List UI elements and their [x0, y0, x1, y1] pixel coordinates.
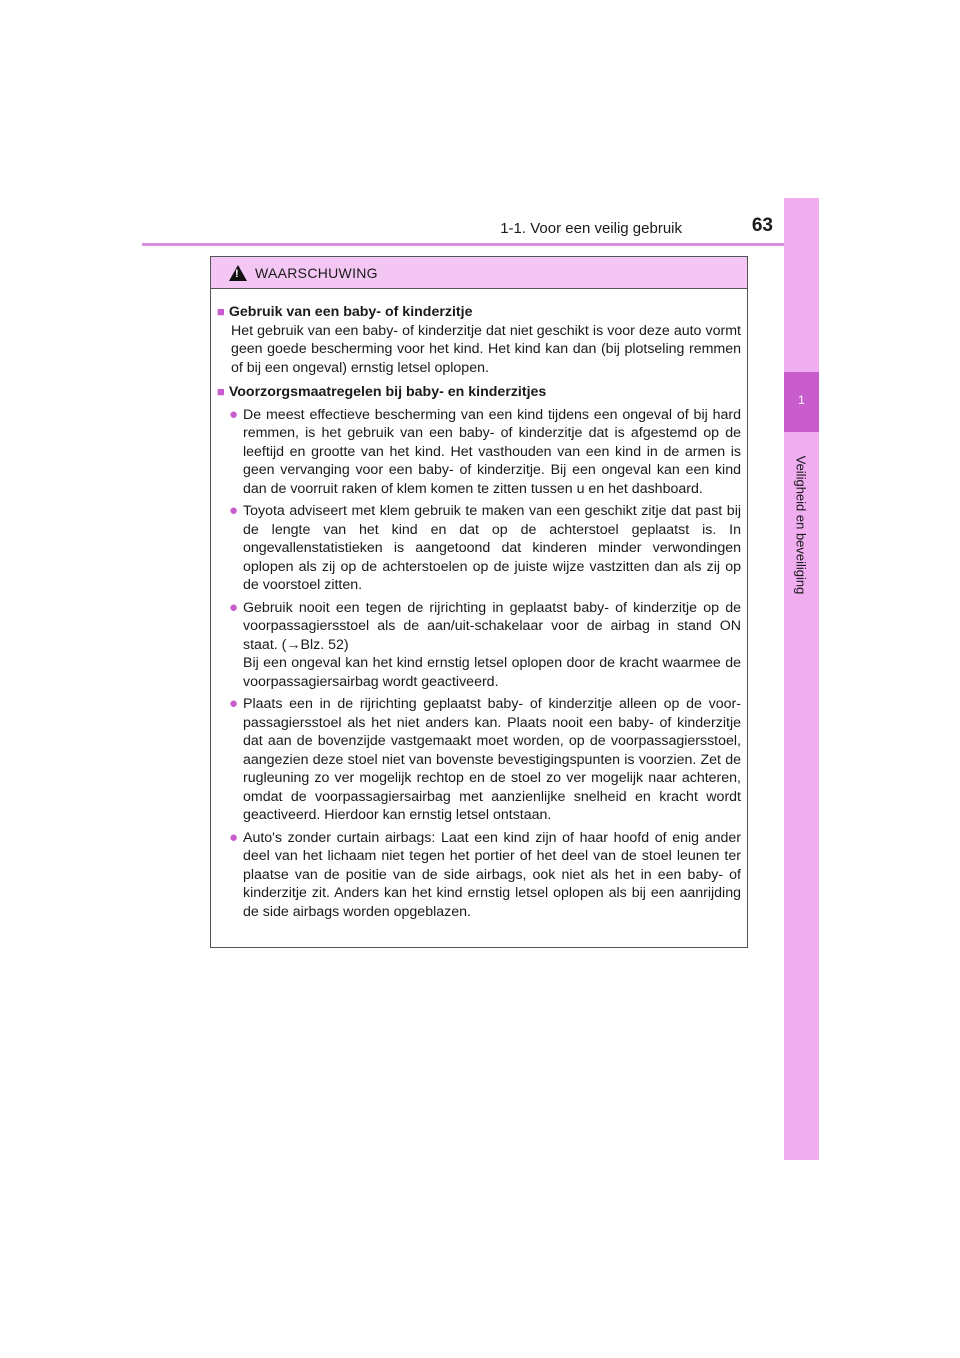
square-bullet-icon: ■ [217, 304, 225, 319]
list-item [217, 829, 741, 922]
circle-bullet-icon: ● [229, 598, 239, 616]
list-item-text [243, 599, 741, 692]
section-text: Het gebruik van een baby- of kinderzitje dat niet geschikt is voor deze auto vormt geen goede bescherming voor het kind. Het kind kan dan (bij plotseling remmen of bij een ongeval) ernstig letsel oplopen. [231, 322, 741, 376]
section-heading [217, 303, 741, 322]
chapter-title: Veiligheid en beveiliging [793, 455, 809, 595]
section-heading-text: Gebruik van een baby- of kinderzitje [228, 304, 473, 320]
section-heading [217, 383, 741, 402]
chapter-number-tab: 1 [784, 372, 819, 432]
section-title: 1-1. Voor een veilig gebruik [500, 220, 682, 237]
list-item-text-part: Bij een ongeval kan het kind ernstig letsel oplopen door de kracht waarmee de voorpassagiersairbag wordt geactiveerd. [243, 655, 741, 690]
list-item [217, 599, 741, 692]
warning-header [211, 257, 747, 289]
circle-bullet-icon: ● [229, 502, 239, 519]
warning-body [211, 289, 747, 921]
list-item-text: Plaats een in de rijrichting geplaatst baby- of kinderzitje alleen op de voorpassagiersstoel als het niet anders kan. Plaats nooit een baby- of kinderzitje dat aan de bovenzijde vastgemaakt moet worden, op de voorpassagiersstoel, aangezien deze stoel niet van bovenste bevestigingspunten is voorzien. Zet de rugleuning zo ver mogelijk rechtop en de stoel zo ver mogelijk naar achteren, omdat de voorpassagiersairbag met aanzienlijke snelheid en kracht wordt geactiveerd. Hierdoor kan ernstig letsel ontstaan. [243, 696, 741, 823]
list-item-text: Toyota adviseert met klem gebruik te maken van een geschikt zitje dat past bij de lengte van het kind en dat op de achterstoel geplaatst is. In ongevallenstatistieken is aangetoond dat kinderen minder verwondingen oplopen als zij op de achterstoelen op de juiste wijze vastzitten dan als zij op de voorstoel zitten. [243, 503, 741, 593]
list-item-text: Auto's zonder curtain airbags: Laat een kind zijn of haar hoofd of enig ander deel van het lichaam niet tegen het portier of het deel van de stoel leunen ter plaatse van de positie van de side airbags, ook niet als het in een baby- of kinderzitje zit. Anders kan het kind ernstig letsel oplopen als bij een aanrijding de side airbags worden opgeblazen. [243, 829, 741, 920]
square-bullet-icon: ■ [217, 384, 225, 399]
circle-bullet-icon: ● [229, 695, 239, 712]
list-item [217, 695, 741, 825]
circle-bullet-icon: ● [229, 405, 239, 423]
list-item-text: De meest effectieve bescherming van een kind tijdens een ongeval of bij hard remmen, is het gebruik van een baby- of kinderzitje dat is afgestemd op de leeftijd en grootte van het kind. Het vasthouden van een kind in de armen is geen vervanging voor een baby- of kinderzitje. Bij een ongeval kan een kind dan de voorruit raken of klem komen te zitten tussen u en het dashboard. [243, 406, 741, 497]
page-number: 63 [751, 215, 773, 236]
warning-box [210, 256, 748, 948]
list-item [217, 502, 741, 595]
list-item [217, 406, 741, 499]
header-rule [142, 243, 818, 246]
warning-icon [229, 265, 247, 281]
section-heading-text: Voorzorgsmaatregelen bij baby- en kinderzitjes [228, 384, 547, 400]
circle-bullet-icon: ● [229, 828, 239, 846]
warning-label: WAARSCHUWING [255, 264, 378, 281]
list-item-text-part: Gebruik nooit een tegen de rijrichting in geplaatst baby- of kinderzitje op de voorpassagiersstoel als de aan/uit-schakelaar voor de airbag in stand ON staat. (→Blz. 52) [243, 599, 741, 653]
chapter-side-tab [784, 198, 819, 1160]
